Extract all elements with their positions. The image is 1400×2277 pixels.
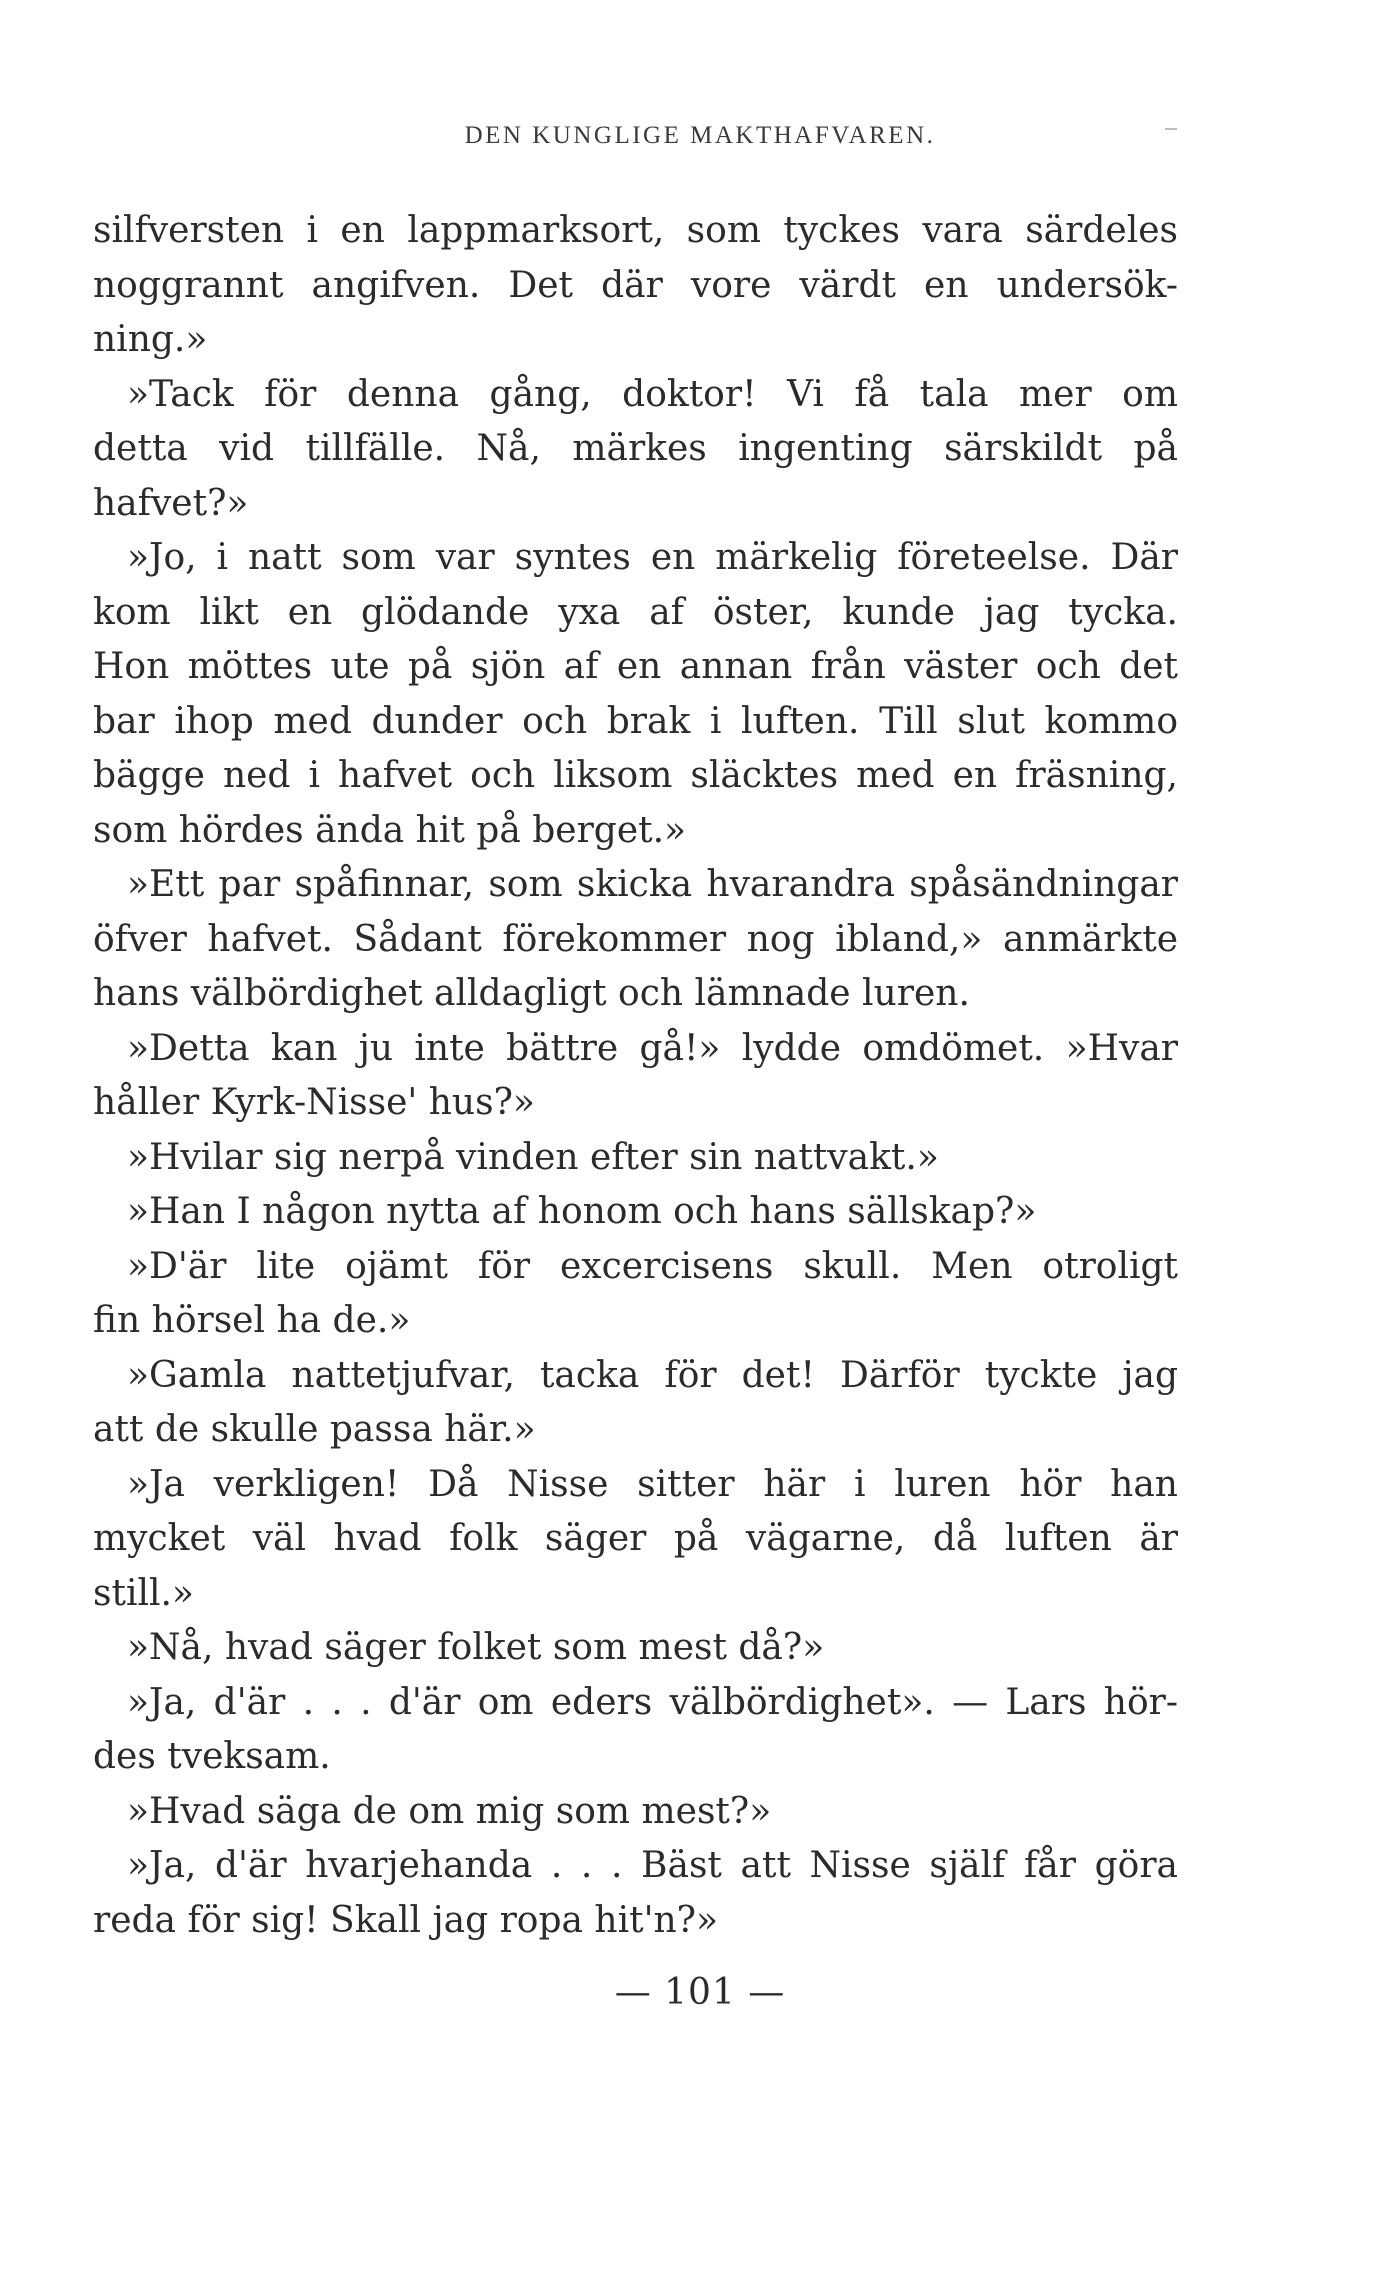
text-line: hans välbördighet alldagligt och lämnade luren. (93, 973, 970, 1014)
text-line: som hördes ända hit på berget.» (93, 809, 687, 851)
page-number: — 101 — (614, 1972, 786, 2013)
body-text (93, 204, 1178, 1948)
text-line: silfversten i en lappmarksort, som tyckes vara särdeles (93, 210, 1178, 251)
text-line: des tveksam. (93, 1736, 331, 1777)
text-line: »Ja, d'är . . . d'är om eders välbördighet». — Lars hör- (127, 1681, 1178, 1723)
text-line: »Jo, i natt som var syntes en märkelig företeelse. Där (127, 537, 1178, 578)
text-line: ning.» (93, 319, 208, 360)
text-line: »Ja verkligen! Då Nisse sitter här i luren hör han (127, 1463, 1178, 1505)
text-line: still.» (93, 1572, 194, 1614)
running-header: DEN KUNGLIGE MAKTHAFVAREN. (464, 122, 936, 149)
print-mark (1165, 128, 1177, 130)
text-line: »Han I någon nytta af honom och hans sällskap?» (127, 1191, 1037, 1232)
text-line: »Gamla nattetjufvar, tacka för det! Därför tyckte jag (127, 1354, 1178, 1396)
text-line: bar ihop med dunder och brak i luften. Till slut kommo (93, 700, 1178, 742)
text-line: hafvet?» (93, 482, 249, 524)
text-line: »Ja, d'är hvarjehanda . . . Bäst att Nisse själf får göra (127, 1845, 1178, 1886)
text-line: Hon möttes ute på sjön af en annan från väster och det (93, 646, 1178, 687)
text-line: öfver hafvet. Sådant förekommer nog ibland,» anmärkte (93, 918, 1178, 960)
text-line: reda för sig! Skall jag ropa hit'n?» (93, 1899, 718, 1941)
text-line: att de skulle passa här.» (93, 1409, 536, 1450)
text-line: »Ett par spåfinnar, som skicka hvarandra spåsändningar (127, 864, 1178, 905)
text-line: »Hvad säga de om mig som mest?» (127, 1790, 772, 1832)
text-line: »Detta kan ju inte bättre gå!» lydde omdömet. »Hvar (127, 1027, 1178, 1069)
text-line: detta vid tillfälle. Nå, märkes ingenting särskildt på (93, 428, 1178, 469)
text-line: noggrannt angifven. Det där vore värdt en undersök- (93, 264, 1178, 306)
text-line: »Nå, hvad säger folket som mest då?» (127, 1627, 825, 1668)
text-line: bägge ned i hafvet och liksom släcktes med en fräsning, (93, 755, 1178, 796)
text-line: håller Kyrk-Nisse' hus?» (93, 1082, 535, 1123)
text-line: »Hvilar sig nerpå vinden efter sin nattvakt.» (127, 1136, 939, 1178)
text-line: mycket väl hvad folk säger på vägarne, då luften är (93, 1518, 1178, 1559)
text-line: »Tack för denna gång, doktor! Vi få tala mer om (127, 373, 1178, 415)
text-line: kom likt en glödande yxa af öster, kunde jag tycka. (93, 591, 1178, 633)
text-line: »D'är lite ojämt för excercisens skull. Men otroligt (127, 1245, 1178, 1287)
text-line: fin hörsel ha de.» (93, 1300, 411, 1341)
